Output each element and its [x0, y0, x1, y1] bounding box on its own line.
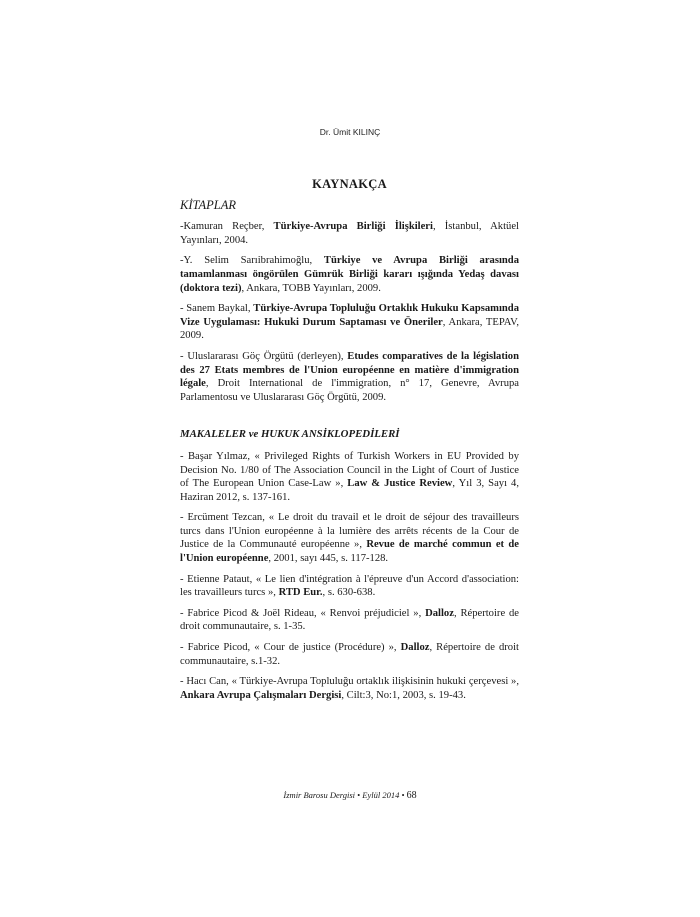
reference-entry: - Fabrice Picod & Joël Rideau, « Renvoi préjudiciel », Dalloz, Répertoire de droit communautaire, s. 1-35.: [180, 607, 520, 633]
page-number: 68: [406, 790, 417, 801]
page-title: KAYNAKÇA: [312, 177, 387, 191]
section-title-books: KİTAPLAR: [180, 197, 237, 212]
reference-entry: - Sanem Baykal, Türkiye-Avrupa Topluluğu Ortaklık Hukuku Kapsamında Vize Uygulaması: Hukuki Durum Saptaması ve Öneriler, Ankara, TEPAV, 2009.: [180, 303, 519, 342]
footer-journal: İzmir Barosu Dergisi • Eylül 2014 •: [283, 790, 405, 800]
section-articles: [180, 428, 519, 702]
bibliography: [180, 178, 519, 709]
section-books: [180, 199, 519, 405]
reference-entry: - Etienne Pataut, « Le lien d'intégration à l'épreuve d'un Accord d'association: les travailleurs turcs », RTD Eur., s. 630-638.: [180, 573, 519, 599]
reference-entry: - Hacı Can, « Türkiye-Avrupa Topluluğu ortaklık ilişkisinin hukuki çerçevesi », Ankara Avrupa Çalışmaları Dergisi, Cilt:3, No:1, 2003, s. 19-43.: [180, 676, 519, 701]
reference-entry: - Başar Yılmaz, « Privileged Rights of Turkish Workers in EU Provided by Decision No. 1/80 of The Association Council in the Light of Court of Justice of The European Union Case-Law », Law & Justice Review, Yıl 3, Sayı 4, Haziran 2012, s. 137-161.: [180, 450, 519, 503]
running-header-author: Dr. Ümit KILINÇ: [319, 127, 381, 137]
reference-entry: - Ercüment Tezcan, « Le droit du travail et le droit de séjour des travailleurs turcs dans l'Union européenne à la lumière des arrêts récents de la Cour de Justice de la Communauté européenne », Revue de marché commun et de l'Union européenne, 2001, sayı 445, s. 117-128.: [180, 512, 520, 565]
page-footer: [0, 790, 700, 801]
reference-entry: -Y. Selim Sarıibrahimoğlu, Türkiye ve Avrupa Birliği arasında tamamlanması öngörülen Gümrük Birliği kararı ışığında Yedaş davası (doktora tezi), Ankara, TOBB Yayınları, 2009.: [180, 255, 519, 294]
reference-entry: - Uluslararası Göç Örgütü (derleyen), Etudes comparatives de la législation des 27 Etats membres de l'Union européenne en matière d'immigration légale, Droit International de l'immigration, n° 17, Genevre, Avrupa Parlamentosu ve Uluslararası Göç Örgütü, 2009.: [180, 350, 519, 403]
reference-entry: - Fabrice Picod, « Cour de justice (Procédure) », Dalloz, Répertoire de droit communautaire, s.1-32.: [180, 642, 519, 667]
section-title-articles: MAKALELER ve HUKUK ANSİKLOPEDİLERİ: [180, 428, 400, 441]
reference-entry: -Kamuran Reçber, Türkiye-Avrupa Birliği İlişkileri, İstanbul, Aktüel Yayınları, 2004.: [180, 221, 519, 246]
